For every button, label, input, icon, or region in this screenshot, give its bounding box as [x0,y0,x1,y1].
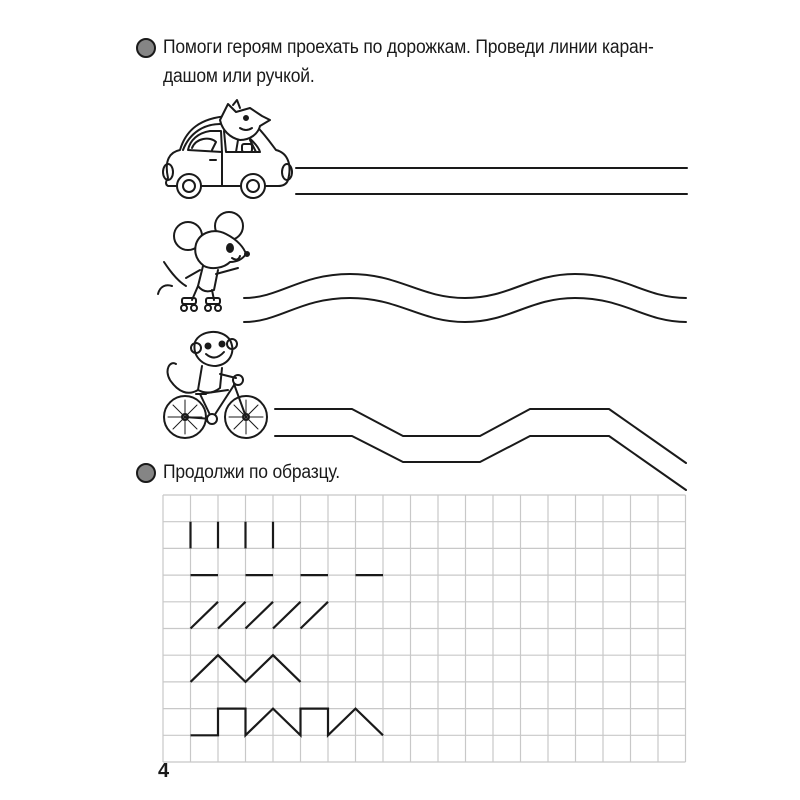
pattern-diagonal-slashes [191,602,329,629]
monkey-bicycle-illustration [164,332,267,438]
wave-path-bottom [244,298,686,322]
mouse-rollerskates-illustration [158,212,249,311]
pattern-vertical-strokes [191,522,274,549]
task1-instruction-line1: Помоги героям проехать по дорожкам. Проведи линии каран- [163,37,654,58]
wave-path-top [244,274,686,298]
page-number: 4 [158,760,170,782]
practice-grid [163,495,686,762]
fox-car-illustration [163,100,292,198]
task2-instruction: Продолжи по образцу. [163,462,340,483]
pattern-square-triangle-wave [191,709,384,736]
task-bullet-2 [136,463,156,483]
task1-instruction-line2: дашом или ручкой. [163,66,315,87]
